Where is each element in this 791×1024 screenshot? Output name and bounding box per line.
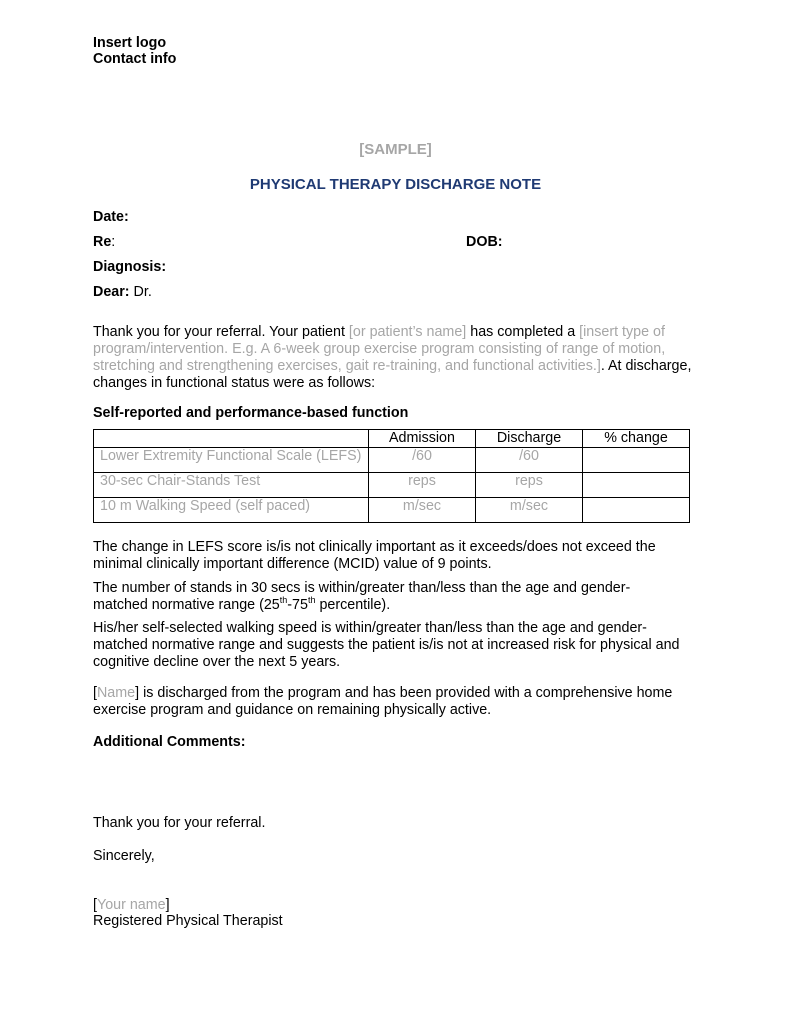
text: [: [93, 685, 97, 701]
text: ]: [165, 897, 170, 913]
re-label: Re: [93, 234, 112, 250]
re-field: [93, 234, 693, 251]
text: percentile).: [315, 597, 391, 613]
table-row: [94, 498, 690, 523]
text: -75: [287, 597, 308, 613]
measure-cell: 30-sec Chair-Stands Test: [94, 473, 369, 498]
discharge-cell[interactable]: /60: [476, 448, 583, 473]
admission-cell[interactable]: reps: [369, 473, 476, 498]
admission-cell[interactable]: /60: [369, 448, 476, 473]
intro-text: has completed a: [466, 324, 580, 340]
measure-cell: Lower Extremity Functional Scale (LEFS): [94, 448, 369, 473]
superscript: th: [279, 595, 288, 606]
diagnosis-label: Diagnosis:: [93, 259, 167, 275]
page-title: PHYSICAL THERAPY DISCHARGE NOTE: [249, 176, 542, 193]
signature-name: [93, 897, 693, 914]
header-cell: Admission: [369, 430, 476, 448]
section-title: Self-reported and performance-based function: [93, 405, 409, 421]
stands-paragraph: [93, 580, 685, 614]
discharge-paragraph: [93, 685, 683, 719]
function-table: [93, 429, 690, 523]
patient-name-placeholder: [or patient’s name]: [348, 324, 467, 340]
table-row: [94, 448, 690, 473]
salutation: [93, 284, 693, 301]
change-cell[interactable]: [583, 473, 690, 498]
re-colon: :: [111, 234, 116, 250]
your-name-placeholder: Your name: [96, 897, 166, 913]
name-placeholder: Name: [96, 685, 136, 701]
table-row: [94, 473, 690, 498]
closing-sincerely: Sincerely,: [93, 848, 155, 864]
text: ] is discharged from the program and has been provided with a comprehensive home exercise program and guidance on remaining physically active.: [93, 685, 673, 718]
closing-thanks: Thank you for your referral.: [93, 815, 266, 831]
measure-cell: 10 m Walking Speed (self paced): [94, 498, 369, 523]
intro-text: . At discharge, changes in functional status were as follows:: [93, 358, 692, 391]
table-header-row: [94, 430, 690, 448]
intro-text: Thank you for your referral. Your patient: [93, 324, 349, 340]
lefs-paragraph: The change in LEFS score is/is not clinically important as it exceeds/does not exceed the minimal clinically important difference (MCID) value of 9 points.: [93, 539, 656, 572]
header-cell: [94, 430, 369, 448]
change-cell[interactable]: [583, 498, 690, 523]
additional-comments-label: Additional Comments:: [93, 734, 246, 750]
program-placeholder: [insert type of program/intervention. E.g. A 6-week group exercise program consisting of range of motion, stretching and strengthening exercises, gait re-training, and functional activities.]: [93, 324, 666, 374]
signature-role: Registered Physical Therapist: [93, 913, 283, 929]
header-cell: % change: [583, 430, 690, 448]
header-cell: Discharge: [476, 430, 583, 448]
dob-label: DOB:: [466, 234, 503, 250]
discharge-cell[interactable]: reps: [476, 473, 583, 498]
text: [: [93, 897, 97, 913]
admission-cell[interactable]: m/sec: [369, 498, 476, 523]
discharge-cell[interactable]: m/sec: [476, 498, 583, 523]
change-cell[interactable]: [583, 448, 690, 473]
logo-placeholder: Insert logo: [93, 35, 167, 51]
intro-paragraph: [93, 324, 695, 392]
walking-paragraph: His/her self-selected walking speed is within/greater than/less than the age and gender-matched normative range and suggests the patient is/is not at increased risk for physical and cognitive decline over the next 5 years.: [93, 620, 680, 670]
contact-info: Contact info: [93, 51, 177, 67]
text: The number of stands in 30 secs is within/greater than/less than the age and gender-matched normative range (25: [93, 580, 631, 613]
superscript: th: [307, 595, 316, 606]
dear-label: Dear:: [93, 284, 130, 300]
date-label: Date:: [93, 209, 129, 225]
dear-value: Dr.: [129, 284, 152, 300]
sample-label: [SAMPLE]: [359, 141, 432, 158]
